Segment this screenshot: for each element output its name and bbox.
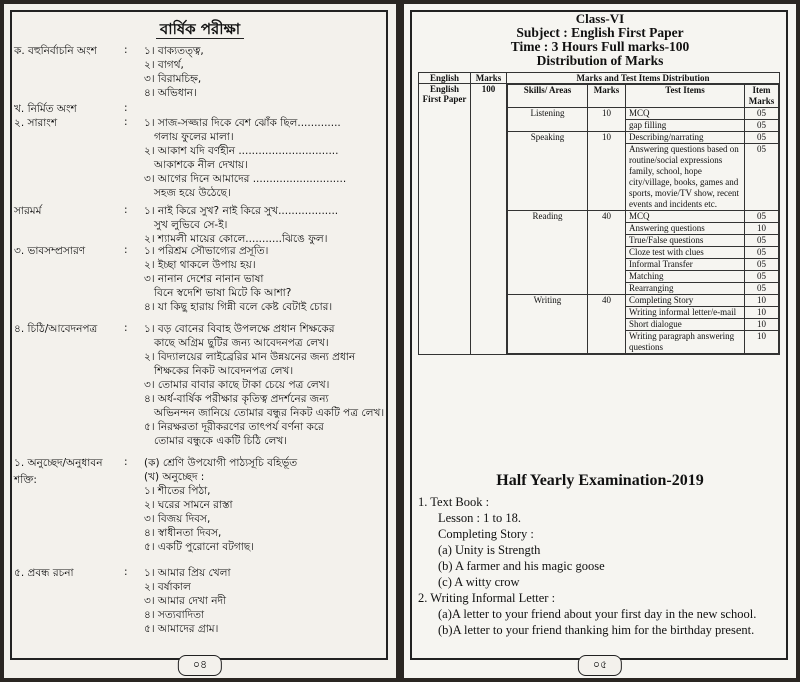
test-item-name: Matching xyxy=(626,271,745,283)
section-colon: : xyxy=(124,44,128,56)
section-item: ২। ইচ্ছা থাকলে উপায় হয়। xyxy=(144,259,256,271)
right-page-header xyxy=(404,12,796,68)
section-label: ক. বহুনির্বাচনি অংশ xyxy=(14,45,97,57)
paper-name: English First Paper xyxy=(419,84,471,355)
test-item-marks: 05 xyxy=(745,132,779,144)
test-item-name: Informal Transfer xyxy=(626,259,745,271)
test-item-name: Short dialogue xyxy=(626,319,745,331)
section-items xyxy=(144,204,384,246)
test-item-row xyxy=(508,108,779,120)
test-item-marks: 10 xyxy=(745,319,779,331)
test-item-marks: 05 xyxy=(745,271,779,283)
test-item-name: Answering questions based on routine/social expressions family, school, hope city/village, books, games and sports, movie/TV show, recent events and incidents etc. xyxy=(626,144,745,211)
section-item: (ক) শ্রেণি উপযোগী পাঠ্যসূচি বহির্ভূত xyxy=(144,457,298,469)
section-colon: : xyxy=(124,116,128,128)
syllabus-line: Lesson : 1 to 18. xyxy=(438,511,521,525)
test-item-name: Rearranging xyxy=(626,283,745,295)
syllabus-line: (b)A letter to your friend thanking him for the birthday present. xyxy=(438,623,755,637)
test-item-name: Writing paragraph answering questions xyxy=(626,331,745,354)
right-page-number: ০৫ xyxy=(578,655,622,676)
test-item-name: gap filling xyxy=(626,120,745,132)
section-label: ৫. প্রবন্ধ রচনা xyxy=(14,567,74,579)
class-heading: Class-VI xyxy=(575,11,625,26)
section-item: ২। বাগর্থ, xyxy=(144,59,184,71)
paper-marks: 100 xyxy=(471,84,507,355)
section-item: ৫। নিরক্ষরতা দূরীকরণের তাৎপর্য বর্ণনা করে xyxy=(144,421,324,433)
section-colon: : xyxy=(124,244,128,256)
right-page xyxy=(404,4,796,678)
section-item: ২। শ্যামলী মায়ের কোলে...........ঝিঙে ফুল। xyxy=(144,233,328,245)
section-label: খ. নির্মিত অংশ xyxy=(14,103,77,115)
section-item: ৩। তোমার বাবার কাছে টাকা চেয়ে পত্র লেখ। xyxy=(144,379,330,391)
section-item: অভিনন্দন জানিয়ে তোমার বন্ধুর নিকট একটি পত্র লেখ। xyxy=(154,407,385,419)
skill-marks: 10 xyxy=(588,108,626,132)
section-label: সারমর্ম xyxy=(14,205,42,217)
syllabus-line: 1. Text Book : xyxy=(418,495,490,509)
section-item: ১। পরিশ্রম সৌভাগ্যের প্রসূতি। xyxy=(144,245,269,257)
section-label: ৪. চিঠি/আবেদনপত্র xyxy=(14,323,98,335)
section-item: ১। বড় বোনের বিবাহ উপলক্ষে প্রধান শিক্ষকের xyxy=(144,323,335,335)
section-items xyxy=(144,566,384,636)
test-item-name: Answering questions xyxy=(626,223,745,235)
section-item: গলায় ফুলের মালা। xyxy=(154,131,234,143)
section-item: ৪। স্বাধীনতা দিবস, xyxy=(144,527,222,539)
section-item: সহজ হয়ে উঠেছে। xyxy=(154,187,231,199)
section-item: ১। আমার প্রিয় খেলা xyxy=(144,567,231,579)
section-colon: : xyxy=(124,322,128,334)
section-colon: : xyxy=(124,566,128,578)
section-item: ১। সাজ-সজ্জার দিকে বেশ ঝোঁক ছিল............. xyxy=(144,117,341,129)
test-item-marks: 05 xyxy=(745,259,779,271)
section-item: বিনে স্বদেশি ভাষা মিটে কি আশা? xyxy=(154,287,292,299)
time-heading: Time : 3 Hours Full marks-100 xyxy=(510,39,690,54)
section-item: ১। শীতের পিঠা, xyxy=(144,485,211,497)
section-item: ২। আকাশ যদি বর্ণহীন .............................. xyxy=(144,145,339,157)
half-yearly-syllabus xyxy=(418,494,788,638)
section-items xyxy=(144,116,384,200)
test-item-row xyxy=(508,132,779,144)
skill-name: Speaking xyxy=(508,132,588,211)
test-item-marks: 05 xyxy=(745,211,779,223)
section-item: ৩। আগের দিনে আমাদের ............................ xyxy=(144,173,347,185)
section-item: ৪। অভিধান। xyxy=(144,87,197,99)
section-items xyxy=(144,456,384,554)
syllabus-line: (b) A farmer and his magic goose xyxy=(438,559,605,573)
skill-marks: 40 xyxy=(588,295,626,354)
test-item-name: MCQ xyxy=(626,211,745,223)
syllabus-line: Completing Story : xyxy=(438,527,534,541)
left-page xyxy=(4,4,396,678)
test-item-marks: 10 xyxy=(745,223,779,235)
test-item-name: Cloze test with clues xyxy=(626,247,745,259)
sub-col-marks: Marks xyxy=(588,85,626,108)
test-item-marks: 05 xyxy=(745,247,779,259)
section-item: ৪। অর্ধ-বার্ষিক পরীক্ষার কৃতিত্ব প্রদর্শনের জন্য xyxy=(144,393,329,405)
test-item-marks: 05 xyxy=(745,120,779,132)
col-distribution: Marks and Test Items Distribution xyxy=(507,73,780,84)
test-item-name: Writing informal letter/e-mail xyxy=(626,307,745,319)
skills-table xyxy=(507,84,779,354)
test-item-row xyxy=(508,211,779,223)
section-label: ২. সারাংশ xyxy=(14,117,58,129)
test-item-marks: 10 xyxy=(745,295,779,307)
section-colon: : xyxy=(124,102,128,114)
section-item: ২। বিদ্যালয়ের লাইব্রেরির মান উন্নয়নের জন্য প্রধান xyxy=(144,351,356,363)
left-page-number: ০৪ xyxy=(178,655,222,676)
distribution-heading: Distribution of Marks xyxy=(536,53,664,68)
section-item: শিক্ষকের নিকট আবেদনপত্র লেখ। xyxy=(154,365,294,377)
section-item: ১। নাই কিরে সুখ? নাই কিরে সুখ.................. xyxy=(144,205,339,217)
section-item: ৩। নানান দেশের নানান ভাষা xyxy=(144,273,264,285)
skill-name: Writing xyxy=(508,295,588,354)
section-items xyxy=(144,322,384,448)
section-item: ৫। আমাদের গ্রাম। xyxy=(144,623,219,635)
syllabus-line: 2. Writing Informal Letter : xyxy=(418,591,556,605)
subject-heading: Subject : English First Paper xyxy=(516,25,684,40)
col-english: English xyxy=(419,73,471,84)
left-page-title: বার্ষিক পরীক্ষা xyxy=(4,18,396,43)
section-item: ৩। আমার দেখা নদী xyxy=(144,595,226,607)
section-item: ৪। সত্যবাদিতা xyxy=(144,609,205,621)
section-item: ১। বাক্যতত্ত্ব, xyxy=(144,45,204,57)
section-colon: : xyxy=(124,204,128,216)
skill-marks: 10 xyxy=(588,132,626,211)
skill-name: Reading xyxy=(508,211,588,295)
syllabus-line: (a) Unity is Strength xyxy=(438,543,541,557)
test-item-name: True/False questions xyxy=(626,235,745,247)
section-items xyxy=(144,244,384,314)
test-item-marks: 05 xyxy=(745,283,779,295)
section-item: ৪। যা কিছু হারায় গিন্নী বলে কেষ্ট বেটাই চোর। xyxy=(144,301,333,313)
section-item: (খ) অনুচ্ছেদ : xyxy=(144,471,205,483)
test-item-marks: 05 xyxy=(745,108,779,120)
test-item-row xyxy=(508,295,779,307)
test-item-marks: 10 xyxy=(745,331,779,354)
section-item: কাছে অগ্রিম ছুটির জন্য আবেদনপত্র লেখ। xyxy=(154,337,329,349)
test-item-marks: 05 xyxy=(745,235,779,247)
syllabus-line: (c) A witty crow xyxy=(438,575,520,589)
sub-col-item-marks: Item Marks xyxy=(745,85,779,108)
test-item-marks: 05 xyxy=(745,144,779,211)
section-item: ২। ঘরের সামনে রাস্তা xyxy=(144,499,233,511)
test-item-marks: 10 xyxy=(745,307,779,319)
section-item: ৫। একটি পুরোনো বটগাছ। xyxy=(144,541,254,553)
section-item: ২। বর্ষাকাল xyxy=(144,581,191,593)
syllabus-line: (a)A letter to your friend about your first day in the new school. xyxy=(438,607,757,621)
test-item-name: Completing Story xyxy=(626,295,745,307)
col-marks: Marks xyxy=(471,73,507,84)
half-yearly-title: Half Yearly Examination-2019 xyxy=(496,472,704,489)
test-item-name: Describing/narrating xyxy=(626,132,745,144)
section-item: ৩। বিজয় দিবস, xyxy=(144,513,211,525)
section-item: সুখ লুভিবে সে-ই। xyxy=(154,219,228,231)
section-items xyxy=(144,44,384,100)
marks-distribution-table xyxy=(418,72,780,355)
section-label: ৩. ভাবসম্প্রসারণ xyxy=(14,245,86,257)
skill-name: Listening xyxy=(508,108,588,132)
section-item: তোমার বন্ধুকে একটি চিঠি লেখ। xyxy=(154,435,287,447)
section-colon: : xyxy=(124,456,128,468)
section-item: ৩। বিরামচিহ্ন, xyxy=(144,73,202,85)
sub-col-test-items: Test Items xyxy=(626,85,745,108)
skill-marks: 40 xyxy=(588,211,626,295)
section-label: ১. অনুচ্ছেদ/অনুধাবন শক্তি: xyxy=(14,457,103,486)
section-item: আকাশকে নীল দেখায়। xyxy=(154,159,248,171)
sub-col-skills: Skills/ Areas xyxy=(508,85,588,108)
test-item-name: MCQ xyxy=(626,108,745,120)
